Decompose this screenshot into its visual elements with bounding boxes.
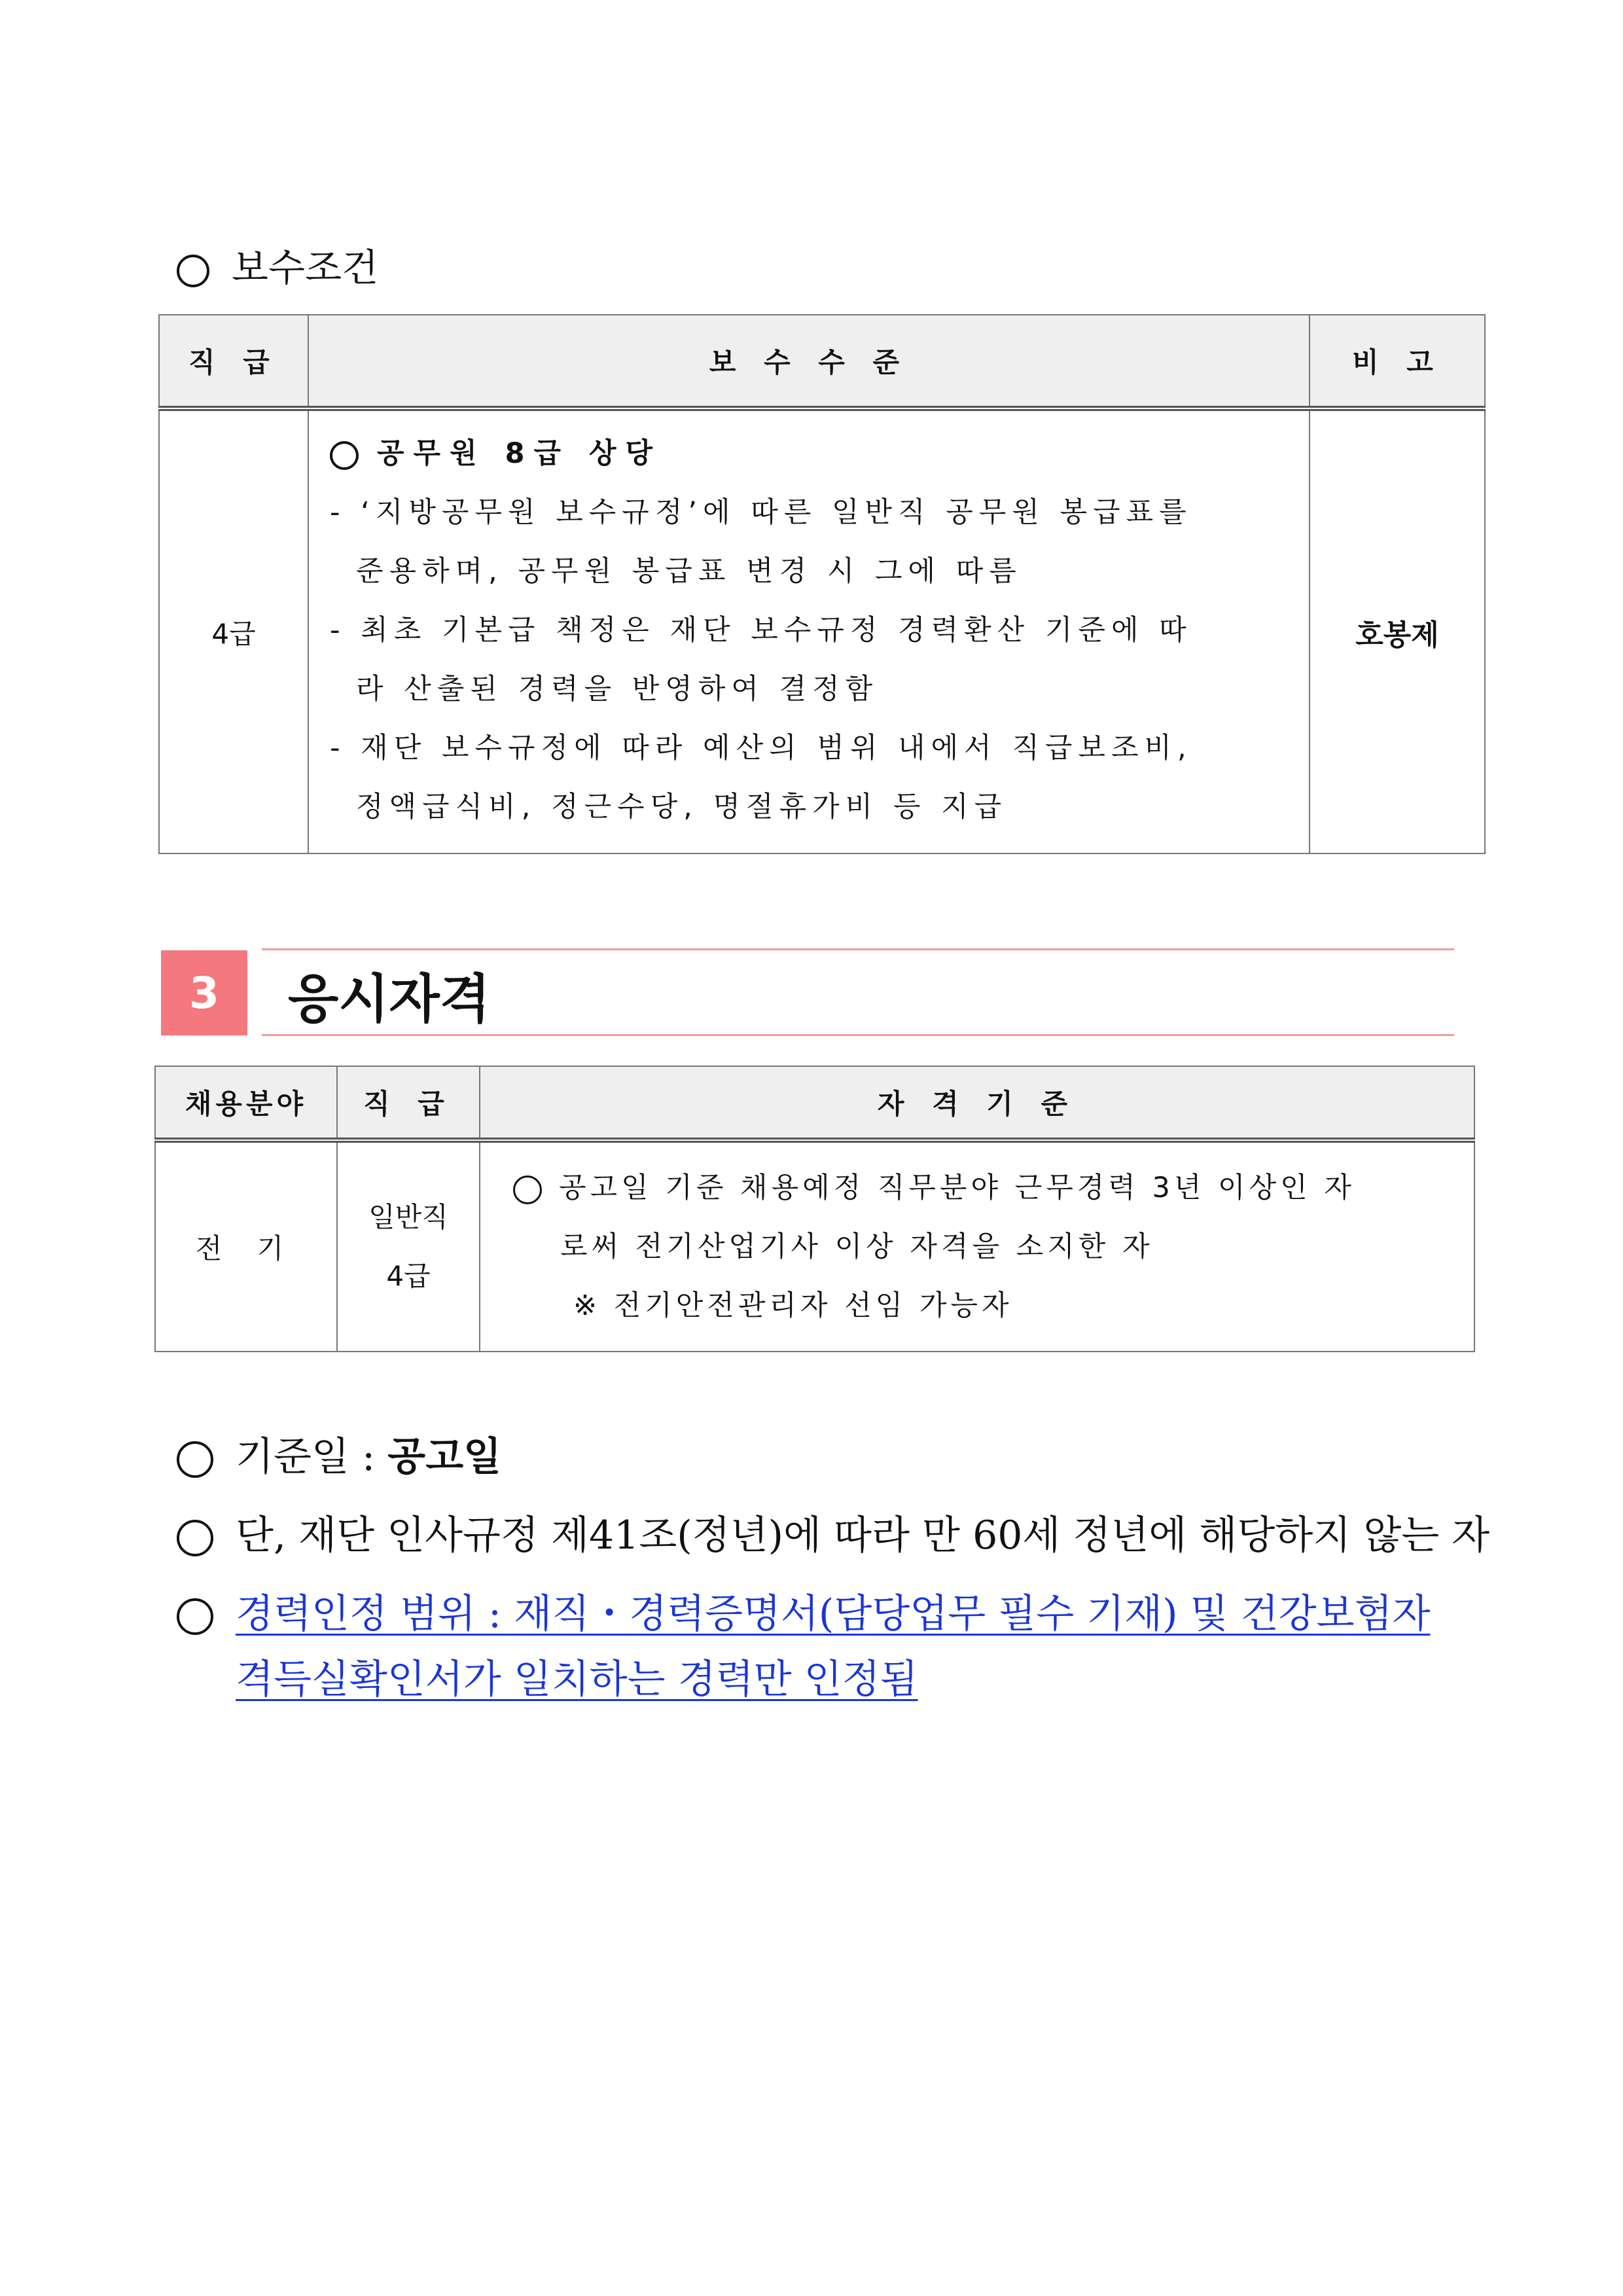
pay-line: - ‘지방공무원 보수규정’에 따른 일반직 공무원 봉급표를: [330, 496, 1192, 529]
grade-cell: [337, 1140, 480, 1352]
section-title: 응시자격: [288, 969, 491, 1030]
section-divider-top: [262, 948, 1454, 950]
qualification-table-header: [155, 1066, 1474, 1140]
circle-bullet-icon: [513, 1175, 542, 1204]
pay-line: 준용하며, 공무원 봉급표 변경 시 그에 따름: [356, 555, 1022, 588]
circle-bullet-icon: [177, 255, 209, 287]
field-cell: 전 기: [155, 1140, 337, 1352]
header-criteria: 자 격 기 준: [480, 1066, 1474, 1140]
grade-line: 4급: [386, 1260, 431, 1292]
qualification-table: [154, 1066, 1475, 1352]
salary-heading-text: 보수조건: [232, 245, 379, 290]
circle-bullet-icon: [330, 441, 359, 470]
criteria-note: ※ 전기안전관리자 선임 가능자: [573, 1289, 1013, 1322]
header-remarks: 비 고: [1310, 315, 1485, 408]
salary-table: [158, 314, 1486, 854]
salary-table-header: [159, 315, 1485, 408]
table-row: [155, 1140, 1474, 1352]
base-date-value: 공고일: [387, 1434, 502, 1480]
circle-bullet-icon: [177, 1441, 213, 1478]
header-grade: 직 급: [337, 1066, 480, 1140]
header-pay-level: 보 수 수 준: [308, 315, 1310, 408]
criteria-cell: [480, 1140, 1474, 1352]
pay-line: 라 산출된 경력을 반영하여 결정함: [356, 673, 879, 706]
header-field: 채용분야: [155, 1066, 337, 1140]
pay-line: - 최초 기본급 책정은 재단 보수규정 경력환산 기준에 따: [330, 614, 1192, 647]
career-note-cont: [236, 1648, 918, 1704]
table-row: [159, 408, 1485, 853]
pay-head-line: 공무원 8급 상당: [330, 424, 1305, 483]
criteria-line: 공고일 기준 채용예정 직무분야 근무경력 3년 이상인 자: [513, 1158, 1461, 1217]
remarks-cell: 호봉제: [1310, 408, 1485, 853]
section-divider-bottom: [262, 1034, 1454, 1036]
pay-level-cell: [308, 408, 1310, 853]
circle-bullet-icon: [177, 1520, 213, 1556]
career-note-line: 경력인정 범위 : 재직・경력증명서(담당업무 필수 기재) 및 건강보험자: [236, 1591, 1431, 1637]
grade-line: 일반직: [368, 1201, 448, 1233]
criteria-line: 로써 전기산업기사 이상 자격을 소지한 자: [560, 1230, 1154, 1263]
salary-heading: [177, 237, 378, 292]
retirement-note: 단, 재단 인사규정 제41조(정년)에 따라 만 60세 정년에 해당하지 않는 자: [177, 1504, 1489, 1560]
base-date-note: 기준일 : 공고일: [177, 1426, 501, 1482]
pay-line: 정액급식비, 정근수당, 명절휴가비 등 지급: [356, 791, 1008, 823]
header-grade: 직 급: [159, 315, 308, 408]
circle-bullet-icon: [177, 1598, 213, 1635]
section-number-badge: 3: [161, 950, 247, 1035]
pay-line: - 재단 보수규정에 따라 예산의 범위 내에서 직급보조비,: [330, 732, 1192, 764]
career-note: [177, 1583, 1430, 1639]
grade-cell: 4급: [159, 408, 308, 853]
career-note-line: 격득실확인서가 일치하는 경력만 인정됨: [236, 1657, 918, 1702]
